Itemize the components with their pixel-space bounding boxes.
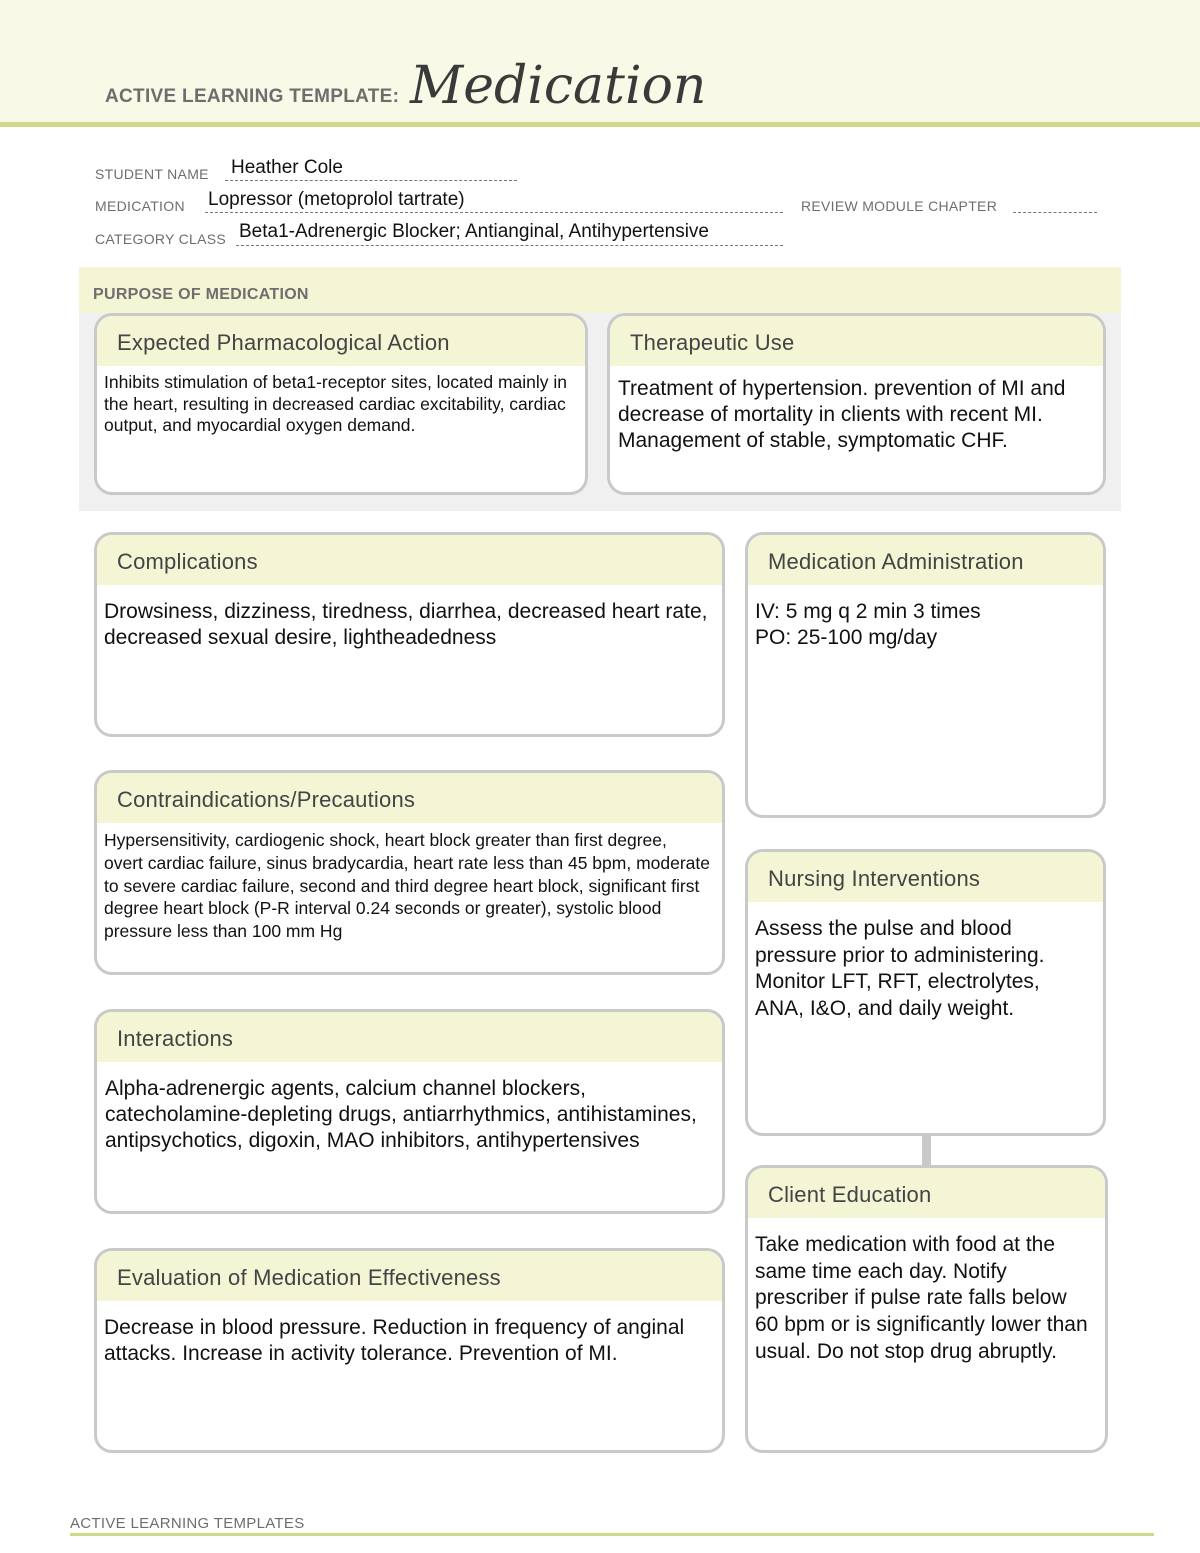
header-divider xyxy=(0,122,1200,127)
nursing-card xyxy=(745,849,1106,1136)
expected-action-text[interactable]: Inhibits stimulation of beta1-receptor sites, located mainly in the heart, resulting in decreased cardiac excitability, cardiac output, and myocardial oxygen demand. xyxy=(104,372,568,436)
purpose-title: PURPOSE OF MEDICATION xyxy=(93,286,309,303)
contraindications-heading: Contraindications/Precautions xyxy=(97,773,722,823)
expected-action-heading: Expected Pharmacological Action xyxy=(97,316,585,366)
administration-card xyxy=(745,532,1106,818)
client-education-card xyxy=(745,1165,1108,1453)
interactions-text[interactable]: Alpha-adrenergic agents, calcium channel blockers, catecholamine-depleting drugs, antiarrhythmics, antihistamines, antipsychotics, digoxin, MAO inhibitors, antihypertensives xyxy=(105,1077,697,1153)
student-name-field[interactable]: Heather Cole xyxy=(231,157,343,178)
template-label: ACTIVE LEARNING TEMPLATE: xyxy=(105,86,400,107)
contraindications-card xyxy=(94,770,725,975)
client-education-text[interactable]: Take medication with food at the same time each day. Notify prescriber if pulse rate falls below 60 bpm or is significantly lower than usual. Do not stop drug abruptly. xyxy=(755,1233,1088,1363)
medication-line xyxy=(205,212,783,213)
complications-card xyxy=(94,532,725,737)
administration-heading: Medication Administration xyxy=(748,535,1103,585)
administration-text[interactable] xyxy=(748,585,1103,651)
nursing-heading: Nursing Interventions xyxy=(748,852,1103,902)
category-class-field[interactable]: Beta1-Adrenergic Blocker; Antianginal, Antihypertensive xyxy=(239,221,709,242)
medication-field[interactable]: Lopressor (metoprolol tartrate) xyxy=(208,189,465,210)
student-name-line xyxy=(225,180,517,181)
review-module-line xyxy=(1013,212,1097,213)
card-connector xyxy=(922,1134,931,1166)
therapeutic-use-card xyxy=(607,313,1106,495)
nursing-text[interactable]: Assess the pulse and blood pressure prior to administering. Monitor LFT, RFT, electrolytes, ANA, I&O, and daily weight. xyxy=(755,917,1045,1020)
category-class-line xyxy=(236,245,783,246)
evaluation-heading: Evaluation of Medication Effectiveness xyxy=(97,1251,722,1301)
interactions-card xyxy=(94,1009,725,1214)
footer-divider xyxy=(70,1533,1154,1536)
evaluation-card xyxy=(94,1248,725,1453)
therapeutic-use-text[interactable]: Treatment of hypertension. prevention of MI and decrease of mortality in clients with recent MI. Management of stable, symptomatic CHF. xyxy=(618,377,1066,453)
client-education-heading: Client Education xyxy=(748,1168,1105,1218)
medication-label: MEDICATION xyxy=(95,198,185,214)
review-module-label: REVIEW MODULE CHAPTER xyxy=(801,198,998,214)
category-class-label: CATEGORY CLASS xyxy=(95,231,227,247)
administration-po-line: PO: 25-100 mg/day xyxy=(755,626,938,650)
complications-text[interactable]: Drowsiness, dizziness, tiredness, diarrhea, decreased heart rate, decreased sexual desire, lightheadedness xyxy=(104,600,708,650)
therapeutic-use-heading: Therapeutic Use xyxy=(610,316,1103,366)
evaluation-text[interactable]: Decrease in blood pressure. Reduction in frequency of anginal attacks. Increase in activity tolerance. Prevention of MI. xyxy=(104,1316,685,1366)
interactions-heading: Interactions xyxy=(97,1012,722,1062)
administration-iv-line: IV: 5 mg q 2 min 3 times xyxy=(755,600,981,623)
student-name-label: STUDENT NAME xyxy=(95,166,209,182)
complications-heading: Complications xyxy=(97,535,722,585)
expected-action-card xyxy=(94,313,588,495)
template-title: Medication xyxy=(410,56,707,116)
footer-label: ACTIVE LEARNING TEMPLATES xyxy=(70,1515,305,1532)
contraindications-text[interactable]: Hypersensitivity, cardiogenic shock, heart block greater than first degree, overt cardiac failure, sinus bradycardia, heart rate less than 45 bpm, moderate to severe cardiac failure, second and third degree heart block, significant first degree heart block (P-R interval 0.24 seconds or greater), systolic blood pressure less than 100 mm Hg xyxy=(104,830,711,941)
